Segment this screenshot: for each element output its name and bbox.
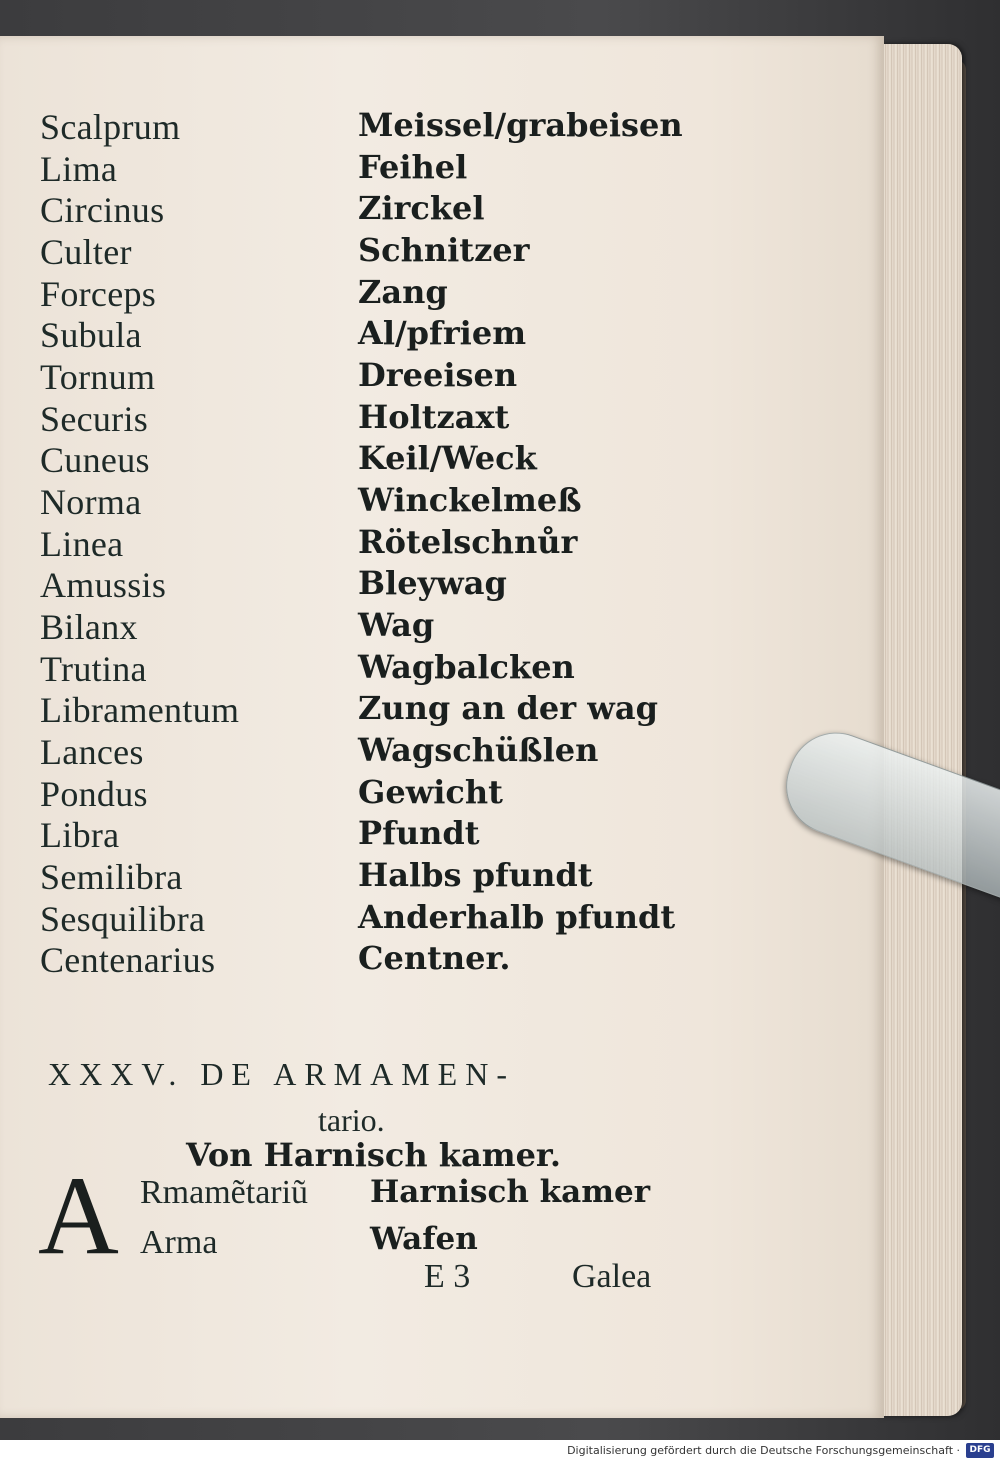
drop-capital: A [38, 1154, 119, 1278]
latin-term: Centenarius [40, 940, 216, 980]
glossary-row [0, 356, 884, 398]
latin-term: Culter [40, 232, 132, 272]
german-term: Rötelschnůr [358, 523, 578, 561]
glossary-row [0, 648, 884, 690]
german-term: Wagbalcken [358, 648, 575, 686]
glossary-row [0, 606, 884, 648]
glossary-row [0, 523, 884, 565]
glossary-row [0, 898, 884, 940]
latin-term: Tornum [40, 357, 156, 397]
book-page-edges [880, 44, 962, 1416]
glossary-row [0, 689, 884, 731]
latin-term: Securis [40, 399, 149, 439]
german-term: Zung an der wag [358, 689, 658, 727]
glossary-row [0, 398, 884, 440]
book-page [0, 36, 884, 1418]
german-term: Bleywag [358, 564, 507, 602]
latin-term: Libramentum [40, 690, 240, 730]
german-term: Al/pfriem [358, 314, 527, 352]
latin-term: Circinus [40, 190, 165, 230]
latin-term: Norma [40, 482, 142, 522]
german-term: Gewicht [358, 773, 503, 811]
german-term: Meissel/grabeisen [358, 106, 683, 144]
glossary-row [0, 231, 884, 273]
german-term: Holtzaxt [358, 398, 510, 436]
section-heading-continuation: tario. [318, 1102, 385, 1138]
latin-term: Lima [40, 149, 118, 189]
latin-term: Libra [40, 815, 120, 855]
german-term: Wag [358, 606, 435, 644]
glossary-row [0, 564, 884, 606]
latin-term: Amussis [40, 565, 167, 605]
latin-term: Linea [40, 524, 124, 564]
german-term: Halbs pfundt [358, 856, 593, 894]
latin-term: Rmamẽtariũ [140, 1174, 309, 1211]
glossary-row [0, 273, 884, 315]
glossary-row [0, 106, 884, 148]
glossary-row [0, 148, 884, 190]
section-subheading: Von Harnisch kamer. [186, 1136, 561, 1174]
latin-term: Semilibra [40, 857, 183, 897]
glossary-row [0, 856, 884, 898]
latin-term: Lances [40, 732, 144, 772]
glossary-row [0, 481, 884, 523]
footer-bar [0, 1440, 1000, 1463]
german-term: Keil/Weck [358, 439, 537, 477]
footer-credit: Digitalisierung gefördert durch die Deutsche Forschungsgemeinschaft · [567, 1444, 960, 1457]
glossary-row [0, 189, 884, 231]
german-term: Dreeisen [358, 356, 518, 394]
german-term: Harnisch kamer [370, 1174, 651, 1210]
latin-term: Trutina [40, 649, 147, 689]
glossary-row [0, 814, 884, 856]
german-term: Zang [358, 273, 448, 311]
german-term: Feihel [358, 148, 468, 186]
german-term: Schnitzer [358, 231, 530, 269]
glossary-row [0, 314, 884, 356]
glossary-row [0, 939, 884, 981]
glossary-row [0, 773, 884, 815]
latin-term: Forceps [40, 274, 157, 314]
latin-term: Sesquilibra [40, 899, 206, 939]
catchword: Galea [572, 1258, 652, 1295]
german-term: Wafen [370, 1221, 478, 1257]
german-term: Centner. [358, 939, 511, 977]
glossary-row [0, 439, 884, 481]
glossary-row [0, 731, 884, 773]
signature-mark: E 3 [424, 1258, 471, 1295]
german-term: Wagschüßlen [358, 731, 599, 769]
latin-term: Bilanx [40, 607, 138, 647]
german-term: Anderhalb pfundt [358, 898, 676, 936]
german-term: Pfundt [358, 814, 480, 852]
latin-term: Arma [140, 1224, 218, 1261]
latin-term: Scalprum [40, 107, 181, 147]
latin-term: Pondus [40, 774, 148, 814]
section-heading: XXXV. DE ARMAMEN- [48, 1056, 515, 1092]
latin-term: Cuneus [40, 440, 150, 480]
german-term: Winckelmeß [358, 481, 582, 519]
latin-term: Subula [40, 315, 142, 355]
dfg-logo: DFG [966, 1443, 994, 1458]
german-term: Zirckel [358, 189, 485, 227]
